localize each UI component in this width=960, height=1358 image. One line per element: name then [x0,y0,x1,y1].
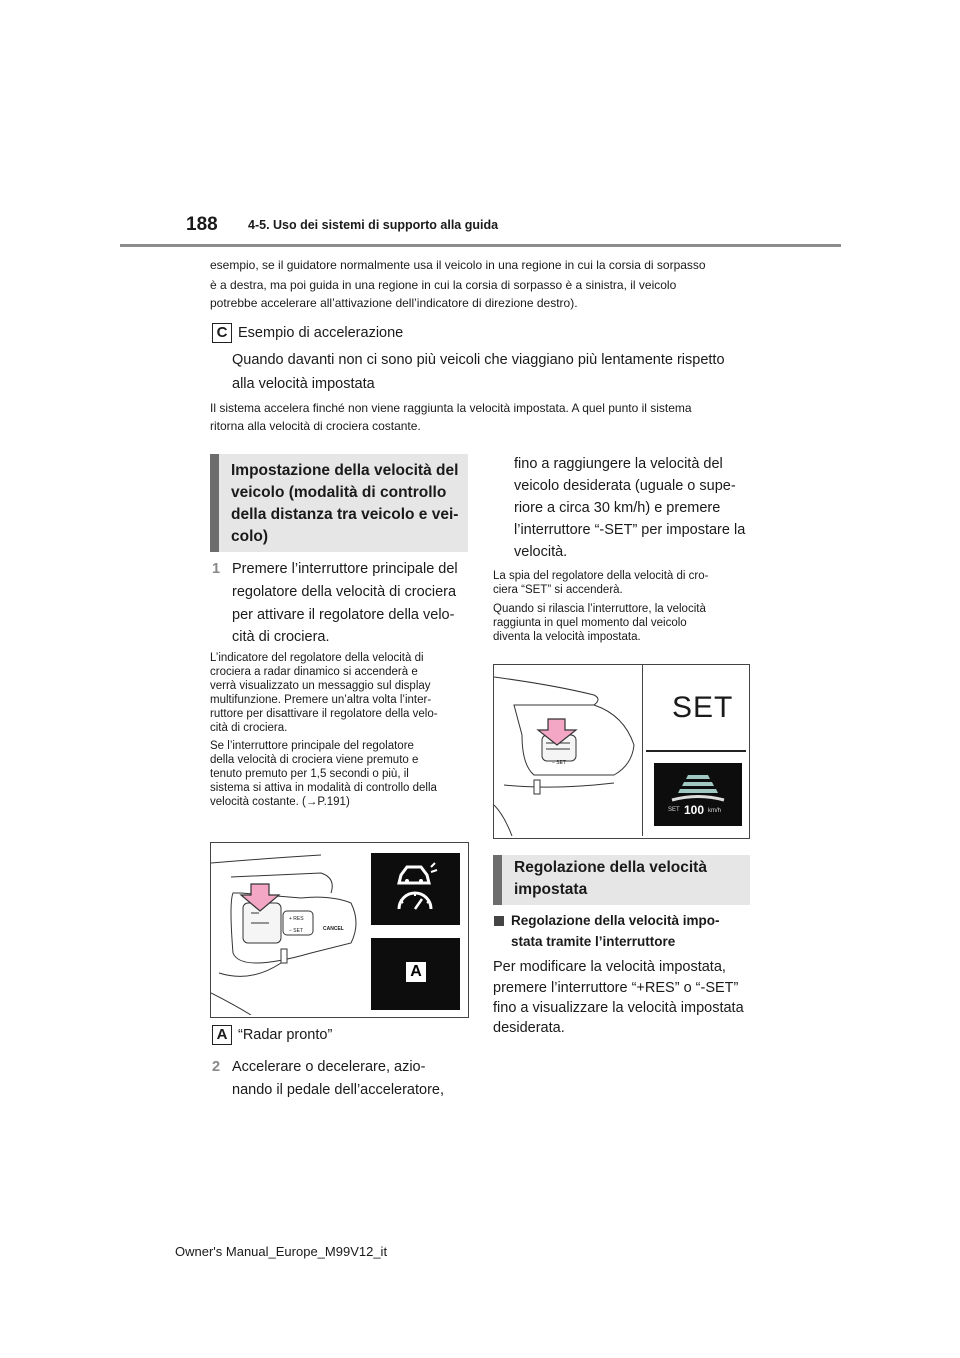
step-1-text: Premere l’interruttore principale del [232,561,458,577]
paragraph: Per modificare la velocità impostata, [493,959,726,975]
figure-divider [642,665,643,836]
note-text: cità di crociera. [210,722,288,734]
note-text: diventa la velocità impostata. [493,631,641,643]
radar-cruise-icon [371,853,460,925]
paragraph: fino a visualizzare la velocità impostata [493,1000,744,1016]
paragraph: premere l’interruttore “+RES” o “-SET” [493,980,739,996]
step-2-cont: veicolo desiderata (uguale o supe- [514,478,736,494]
note-text: Se l’interruttore principale del regolatore [210,740,414,752]
caption-label-a: A [212,1025,232,1045]
note-text: verrà visualizzato un messaggio sul display [210,680,431,692]
display-unit: km/h [708,808,722,814]
item-c-title: Esempio di accelerazione [238,325,404,341]
step-1-text: cità di crociera. [232,629,330,645]
step-2-text: nando il pedale dell’acceleratore, [232,1082,445,1098]
subheading: stata tramite l’interruttore [511,934,676,949]
switch-set-label: − SET [289,928,304,934]
note-text: Quando si rilascia l’interruttore, la velocità [493,603,706,615]
step-number: 1 [212,561,221,577]
note-text: ruttore per disattivare il regolatore della velo- [210,708,438,720]
sub-bullet-icon [494,916,504,926]
item-label-c: C [212,323,232,343]
step-2-cont: riore a circa 30 km/h) e premere [514,500,721,516]
note-text: sistema si attiva in modalità di controllo della [210,782,437,794]
footer-text: Owner's Manual_Europe_M99V12_it [175,1244,388,1259]
note-text: L’indicatore del regolatore della velocità di [210,652,424,664]
screen-label-a: A [406,962,426,982]
set-indicator: SET [672,691,734,724]
caption-text: “Radar pronto” [238,1027,333,1043]
note-text: raggiunta in quel momento dal veicolo [493,617,687,629]
intro-line: è a destra, ma poi guida in una regione in cui la corsia di sorpasso è a sinistra, il veicolo [210,278,677,292]
switch-res-label: + RES [289,916,304,922]
section-heading-set-speed: Impostazione della velocità del veicolo (modalità di controllo della distanza tra veicolo e vei- colo) [210,454,468,552]
step-2-cont: fino a raggiungere la velocità del [514,456,723,472]
paragraph: desiderata. [493,1020,565,1036]
page-number: 188 [186,214,218,235]
step-1-text: regolatore della velocità di crociera [232,584,457,600]
step-2-cont: l’interruttore “-SET” per impostare la [514,522,746,538]
step-1-text: per attivare il regolatore della velo- [232,607,455,623]
switch-set-label: − SET [552,760,567,766]
radar-ready-screen-a [371,938,460,1010]
note-text: tenuto premuto per 1,5 secondi o più, il [210,768,409,780]
step-2-cont: velocità. [514,544,568,560]
note-text: crociera a radar dinamico si accenderà e [210,666,418,678]
header-rule [120,244,841,247]
radar-ready-screen [371,853,460,925]
distance-bars-icon [654,763,742,805]
display-set-label: SET [668,807,680,813]
intro-line: potrebbe accelerare all’attivazione dell’indicatore di direzione destro). [210,296,578,310]
step-number: 2 [212,1059,221,1075]
step-2-text: Accelerare o decelerare, azio- [232,1059,426,1075]
display-speed: 100 [684,803,705,817]
figure-set-switch [493,664,750,839]
note-text: multifunzione. Premere un’altra volta l’inter- [210,694,432,706]
note-text: velocità costante. (→P.191) [210,796,350,808]
intro-line: esempio, se il guidatore normalmente usa il veicolo in una regione in cui la corsia di sorpasso [210,258,706,272]
speed-display [654,763,742,826]
item-c-note: ritorna alla velocità di crociera costante. [210,419,421,433]
switch-cancel-label: CANCEL [323,926,344,932]
figure-main-switch [210,842,469,1018]
item-c-note: Il sistema accelera finché non viene raggiunta la velocità impostata. A quel punto il sistema [210,401,692,415]
note-text: della velocità di crociera viene premuto e [210,754,419,766]
subheading: Regolazione della velocità impo- [511,913,720,928]
steering-set-illustration [494,665,644,836]
note-text: La spia del regolatore della velocità di cro- [493,570,709,582]
section-heading-adjust-speed: Regolazione della velocità impostata [493,855,750,905]
figure-divider [646,750,746,752]
note-text: ciera “SET” si accenderà. [493,584,623,596]
item-c-desc: alla velocità impostata [232,376,375,392]
section-title: 4-5. Uso dei sistemi di supporto alla guida [248,218,499,232]
item-c-desc: Quando davanti non ci sono più veicoli che viaggiano più lentamente rispetto [232,352,725,368]
